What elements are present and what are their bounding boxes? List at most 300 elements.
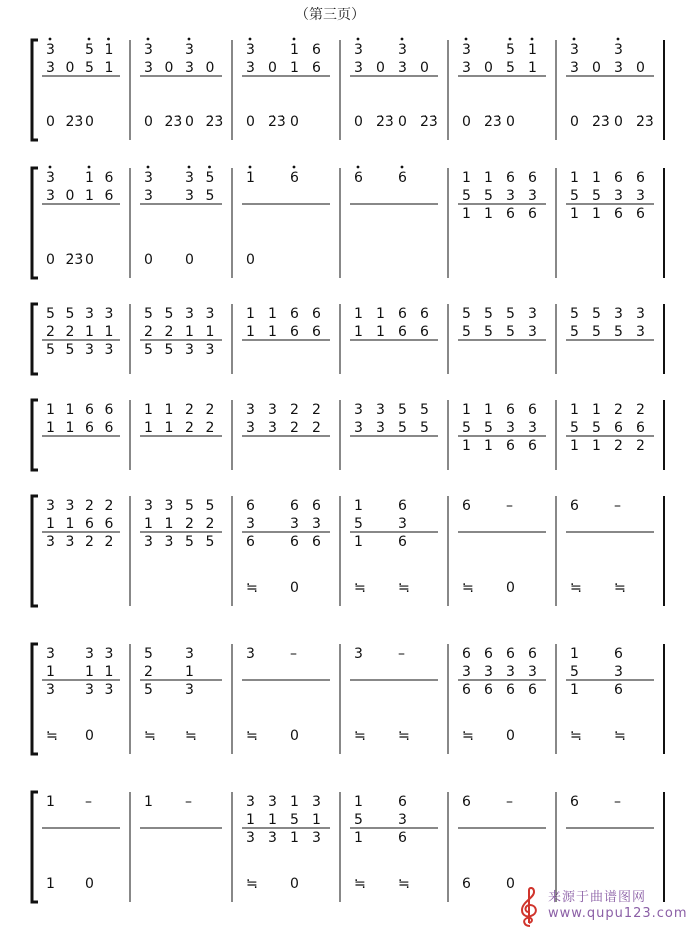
note: 1 [46,420,55,436]
note: 6 [570,794,579,810]
note: 1 [246,170,255,186]
note: 2 [185,402,194,418]
note: 3 [528,188,537,204]
note: 3 [104,342,114,358]
note: 2 [290,402,299,418]
high-octave-dot [357,38,360,41]
lower-note: ≒ [570,728,582,744]
note: 6 [290,498,299,514]
note: 6 [614,420,623,436]
note: 1 [246,306,255,322]
note: 6 [85,516,94,532]
high-octave-dot [357,166,360,169]
note: 2 [144,324,153,340]
note: 1 [46,664,55,680]
note: 3 [246,42,255,58]
note: 2 [185,420,194,436]
note: 3 [246,402,255,418]
note: 5 [85,42,94,58]
lower-note: 0 [506,728,515,744]
note: 3 [462,664,471,680]
note: 2 [164,324,174,340]
note: 6 [85,420,94,436]
note: 3 [506,188,515,204]
note: 6 [636,420,645,436]
note: 5 [462,306,471,322]
note: 5 [592,324,601,340]
note: 6 [420,306,429,322]
note: 3 [636,324,645,340]
lower-note: 2̇3̇ [484,114,502,130]
lower-note: ≒ [144,728,156,744]
note: 3 [85,342,94,358]
note: 3 [185,342,194,358]
note: 5 [205,170,215,186]
note: 3 [268,402,277,418]
note: 5 [592,188,601,204]
note: 1 [484,206,493,222]
system-bracket [32,496,38,606]
note: 6 [528,170,537,186]
note: 6 [614,646,623,662]
note: 6 [528,206,537,222]
note: 2 [144,664,153,680]
note: 1 [354,498,363,514]
note: 1 [570,206,579,222]
note: 2 [614,402,623,418]
note: – [85,794,92,810]
note: 3 [268,830,277,846]
note: 5 [144,682,153,698]
note: 1 [462,206,471,222]
note: 1 [268,306,277,322]
note: 3 [185,646,194,662]
lower-note: ≒ [398,728,410,744]
note: 1 [65,402,75,418]
note: 2 [85,534,94,550]
note: 6 [312,42,321,58]
high-octave-dot [573,38,576,41]
note: – [614,498,621,514]
note: 6 [636,206,645,222]
lower-note: 0 [290,728,299,744]
note: 3 [398,60,407,76]
page-label: （第三页） [295,7,365,23]
note: 6 [398,534,407,550]
note: 3 [246,646,255,662]
note: 6 [528,682,537,698]
high-octave-dot [88,166,91,169]
note: 6 [462,646,471,662]
note: 5 [85,60,94,76]
lower-note: ≒ [398,876,410,892]
note: 6 [312,534,321,550]
note: 5 [185,534,194,550]
note: 6 [104,170,114,186]
note: 3 [614,60,623,76]
note: 3 [185,682,194,698]
note: 0 [376,60,385,76]
note: 1 [354,794,363,810]
note: 5 [462,188,471,204]
lower-note: 2̇3̇ [376,114,394,130]
note: 3 [398,516,407,532]
note: 0 [484,60,493,76]
note: 5 [614,324,623,340]
note: 1 [290,42,299,58]
note: 1 [46,516,55,532]
watermark [514,884,688,930]
note: 1 [312,812,321,828]
lower-note: 2̇3̇ [65,252,84,268]
note: 3 [398,812,407,828]
note: 3 [85,306,94,322]
note: 5 [570,324,579,340]
note: 5 [506,60,515,76]
note: 3 [46,682,55,698]
note: 6 [462,498,471,514]
high-octave-dot [401,38,404,41]
lower-note: 2̇3̇ [164,114,183,130]
lower-note: 0 [85,876,94,892]
note: 1 [570,646,579,662]
note: 6 [85,402,94,418]
lower-note: 0 [614,114,623,130]
note: 3 [614,42,623,58]
note: 5 [290,812,299,828]
note: 0 [420,60,429,76]
note: 2 [46,324,55,340]
note: 1 [592,170,601,186]
note: 3 [398,42,407,58]
note: 6 [614,682,623,698]
system-bracket [32,792,38,902]
note: 6 [104,402,114,418]
note: 5 [65,342,75,358]
note: 5 [484,188,493,204]
note: 3 [636,306,645,322]
note: 1 [104,60,114,76]
lower-note: ≒ [354,876,366,892]
note: 6 [312,324,321,340]
note: 6 [398,170,407,186]
note: 6 [104,516,114,532]
note: 3 [85,682,94,698]
note: 1 [85,188,94,204]
note: 6 [104,188,114,204]
lower-note: 0 [46,114,55,130]
high-octave-dot [509,38,512,41]
note: 1 [484,170,493,186]
note: 1 [570,402,579,418]
note: 3 [164,498,174,514]
lower-note: 0 [506,580,515,596]
note: 1 [85,324,94,340]
note: 1 [570,682,579,698]
note: 3 [144,60,153,76]
note: 1 [592,206,601,222]
note: 3 [312,516,321,532]
note: 6 [506,682,515,698]
high-octave-dot [188,38,191,41]
lower-note: 0 [46,252,55,268]
note: 5 [570,188,579,204]
lower-note: 2̇3̇ [636,114,654,130]
note: 3 [144,188,153,204]
note: 5 [592,420,601,436]
high-octave-dot [293,166,296,169]
lower-note: 1 [46,876,55,892]
note: 0 [65,60,75,76]
note: 2 [205,420,215,436]
high-octave-dot [249,38,252,41]
note: 5 [506,324,515,340]
note: 5 [46,306,55,322]
note: – [185,794,192,810]
note: 3 [46,498,55,514]
note: 3 [46,60,55,76]
note: 0 [268,60,277,76]
note: 1 [185,324,194,340]
note: 6 [570,498,579,514]
note: 1 [246,812,255,828]
system-bracket [32,400,38,470]
note: 2 [290,420,299,436]
lower-note: ≒ [570,580,582,596]
note: 3 [205,342,215,358]
note: 1 [104,42,114,58]
note: 3 [614,188,623,204]
note: 3 [376,420,385,436]
note: 0 [205,60,215,76]
note: 3 [164,534,174,550]
high-octave-dot [49,38,52,41]
note: 3 [528,420,537,436]
note: 3 [46,534,55,550]
note: 1 [144,402,153,418]
note: 6 [506,438,515,454]
note: – [614,794,621,810]
note: 6 [354,170,363,186]
lower-note: 2̇3̇ [420,114,438,130]
note: 1 [164,516,174,532]
lower-note: 2̇3̇ [592,114,610,130]
note: 3 [462,60,471,76]
system-bracket [32,644,38,754]
note: 3 [528,306,537,322]
note: 3 [104,682,114,698]
note: 3 [65,534,75,550]
note: 3 [185,170,194,186]
note: 2 [85,498,94,514]
note: 3 [246,830,255,846]
note: 0 [65,188,75,204]
lower-note: 0 [246,114,255,130]
note: 3 [354,402,363,418]
lower-note: ≒ [354,580,366,596]
note: 3 [205,306,215,322]
lower-note: 0 [290,580,299,596]
note: 6 [614,170,623,186]
note: 6 [290,306,299,322]
note: 3 [636,188,645,204]
note: 3 [614,664,623,680]
lower-note: 0 [290,876,299,892]
note: 3 [354,60,363,76]
note: 3 [506,420,515,436]
note: 3 [46,646,55,662]
note: 1 [144,516,153,532]
high-octave-dot [188,166,191,169]
note: 3 [85,646,94,662]
note: 3 [246,60,255,76]
lower-note: 2̇3̇ [205,114,224,130]
note: 2 [205,516,215,532]
note: 3 [290,516,299,532]
note: 6 [636,170,645,186]
note: 3 [46,188,55,204]
lower-note: 0 [290,114,299,130]
note: 1 [354,830,363,846]
lower-note: 0 [85,252,94,268]
note: 3 [246,516,255,532]
note: 1 [85,170,94,186]
note: 3 [268,420,277,436]
high-octave-dot [88,38,91,41]
note: 6 [398,794,407,810]
note: 3 [268,794,277,810]
note: 1 [65,516,75,532]
note: 2 [65,324,75,340]
note: 1 [484,438,493,454]
lower-note: 0 [354,114,363,130]
lower-note: 0 [506,876,515,892]
note: 1 [268,812,277,828]
note: 1 [144,420,153,436]
note: 5 [484,324,493,340]
note: 6 [398,830,407,846]
note: 3 [104,306,114,322]
system-bracket [32,40,38,140]
lower-note: ≒ [614,728,626,744]
note: 6 [398,498,407,514]
note: 6 [420,324,429,340]
lower-note: ≒ [614,580,626,596]
note: 3 [144,170,153,186]
high-octave-dot [208,166,211,169]
note: 5 [144,646,153,662]
lower-note: 0 [185,114,194,130]
note: 5 [354,812,363,828]
note: 3 [144,42,153,58]
note: 3 [614,306,623,322]
note: 3 [570,42,579,58]
lower-note: 0 [570,114,579,130]
note: 2 [185,516,194,532]
lower-note: 2̇3̇ [268,114,286,130]
high-octave-dot [293,38,296,41]
note: 6 [528,402,537,418]
note: 3 [65,498,75,514]
note: 5 [506,306,515,322]
note: 3 [376,402,385,418]
note: 5 [164,342,174,358]
note: – [506,794,513,810]
note: 1 [290,794,299,810]
high-octave-dot [147,38,150,41]
lower-note: 6 [462,876,471,892]
note: 6 [104,420,114,436]
lower-note: 0 [85,114,94,130]
note: 3 [144,498,153,514]
note: 6 [398,306,407,322]
note: 3 [354,646,363,662]
note: 3 [185,306,194,322]
note: 5 [420,420,429,436]
note: 1 [376,324,385,340]
note: 1 [354,534,363,550]
note: 0 [164,60,174,76]
note: 3 [46,170,55,186]
note: 1 [46,402,55,418]
note: 6 [246,498,255,514]
note: 1 [354,306,363,322]
lower-note: 0 [246,252,255,268]
note: 5 [398,402,407,418]
lower-note: ≒ [246,728,258,744]
note: 3 [144,534,153,550]
note: 6 [462,682,471,698]
note: 5 [484,420,493,436]
watermark-url: www.qupu123.com [548,906,688,921]
note: 1 [354,324,363,340]
note: 6 [312,60,321,76]
note: 1 [205,324,215,340]
high-octave-dot [617,38,620,41]
note: 2 [104,534,114,550]
note: 5 [592,306,601,322]
note: 0 [636,60,645,76]
note: 2 [312,402,321,418]
note: 1 [290,830,299,846]
note: 3 [484,664,493,680]
note: – [290,646,297,662]
note: 3 [528,664,537,680]
note: 3 [46,42,55,58]
high-octave-dot [147,166,150,169]
note: 1 [185,664,194,680]
note: 1 [246,324,255,340]
note: 1 [462,402,471,418]
note: – [506,498,513,514]
note: 1 [462,170,471,186]
system-bracket [32,168,38,278]
note: 3 [570,60,579,76]
note: 1 [144,794,153,810]
note: 1 [46,794,55,810]
note: 3 [185,60,194,76]
note: 3 [312,830,321,846]
note: 5 [462,420,471,436]
lower-note: ≒ [46,728,58,744]
lower-note: 0 [506,114,515,130]
note: 5 [185,498,194,514]
lower-note: ≒ [246,876,258,892]
note: 1 [592,438,601,454]
note: 5 [205,534,215,550]
note: 6 [312,498,321,514]
note: 5 [570,420,579,436]
